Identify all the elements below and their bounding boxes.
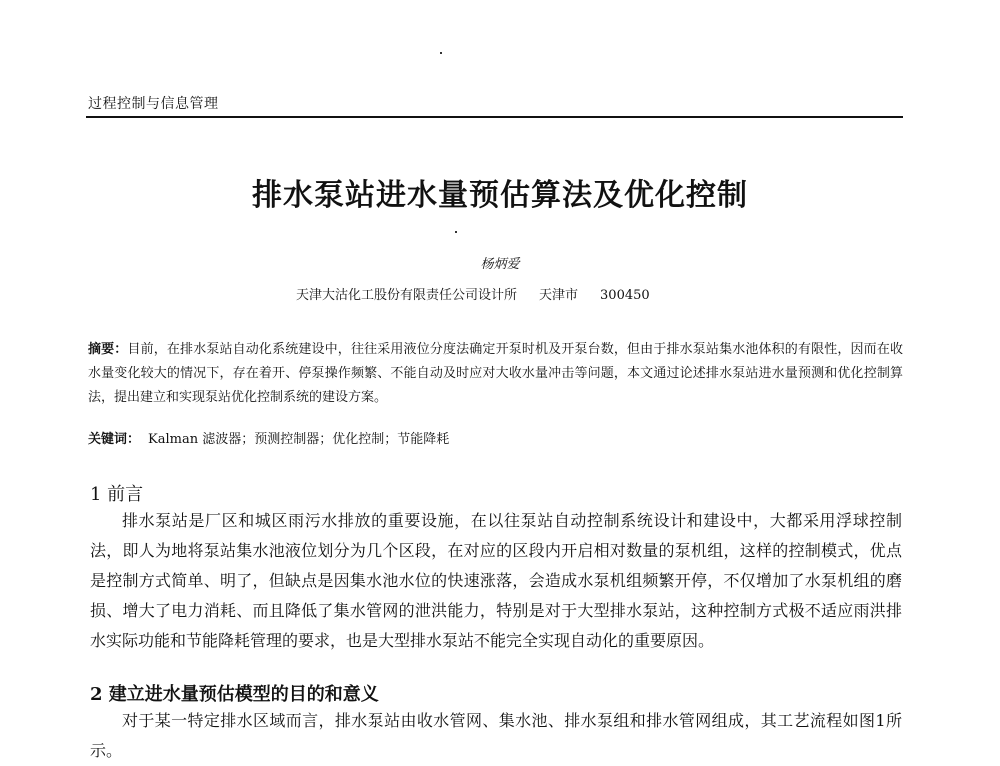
- abstract-text: 目前，在排水泵站自动化系统建设中，往往采用液位分度法确定开泵时机及开泵台数，但由于排水泵站集水池体积的有限性，因而在收水量变化较大的情况下，存在着开、停泵操作频繁、不能自动及时应对大收水量冲击等问题，本文通过论述排水泵站进水量预测和优化控制算法，提出建立和实现泵站优化控制系统的建设方案。: [88, 342, 903, 405]
- scan-speck: [440, 52, 442, 54]
- affiliation-city: 天津市: [539, 288, 579, 303]
- affiliation-postcode: 300450: [600, 288, 650, 303]
- header-rule: [86, 116, 903, 118]
- abstract: [88, 338, 903, 410]
- author-name: 杨炳爱: [480, 257, 520, 272]
- keywords-text: Kalman 滤波器；预测控制器；优化控制；节能降耗: [148, 432, 450, 447]
- keywords: [88, 428, 449, 447]
- section-heading-1: 1 前言: [90, 484, 144, 505]
- scan-speck: [455, 231, 457, 233]
- running-header: 过程控制与信息管理: [88, 96, 219, 112]
- paper-title: 排水泵站进水量预估算法及优化控制: [252, 178, 748, 214]
- keywords-label: 关键词：: [88, 432, 141, 447]
- section-2-paragraph: 对于某一特定排水区域而言，排水泵站由收水管网、集水池、排水泵组和排水管网组成，其工艺流程如图1所示。: [90, 711, 902, 760]
- abstract-label: 摘要：: [88, 342, 128, 357]
- section-heading-2: 2 建立进水量预估模型的目的和意义: [90, 684, 379, 705]
- section-1-paragraph: 排水泵站是厂区和城区雨污水排放的重要设施，在以往泵站自动控制系统设计和建设中，大都采用浮球控制法，即人为地将泵站集水池液位划分为几个区段，在对应的区段内开启相对数量的泵机组，这样的控制模式，优点是控制方式简单、明了，但缺点是因集水池水位的快速涨落，会造成水泵机组频繁开停，不仅增加了水泵机组的磨损、增大了电力消耗、而且降低了集水管网的泄洪能力，特别是对于大型排水泵站，这种控制方式极不适应雨洪排水实际功能和节能降耗管理的要求，也是大型排水泵站不能完全实现自动化的重要原因。: [90, 511, 902, 650]
- affiliation-org: 天津大沽化工股份有限责任公司设计所: [296, 288, 518, 303]
- affiliation: [296, 284, 672, 303]
